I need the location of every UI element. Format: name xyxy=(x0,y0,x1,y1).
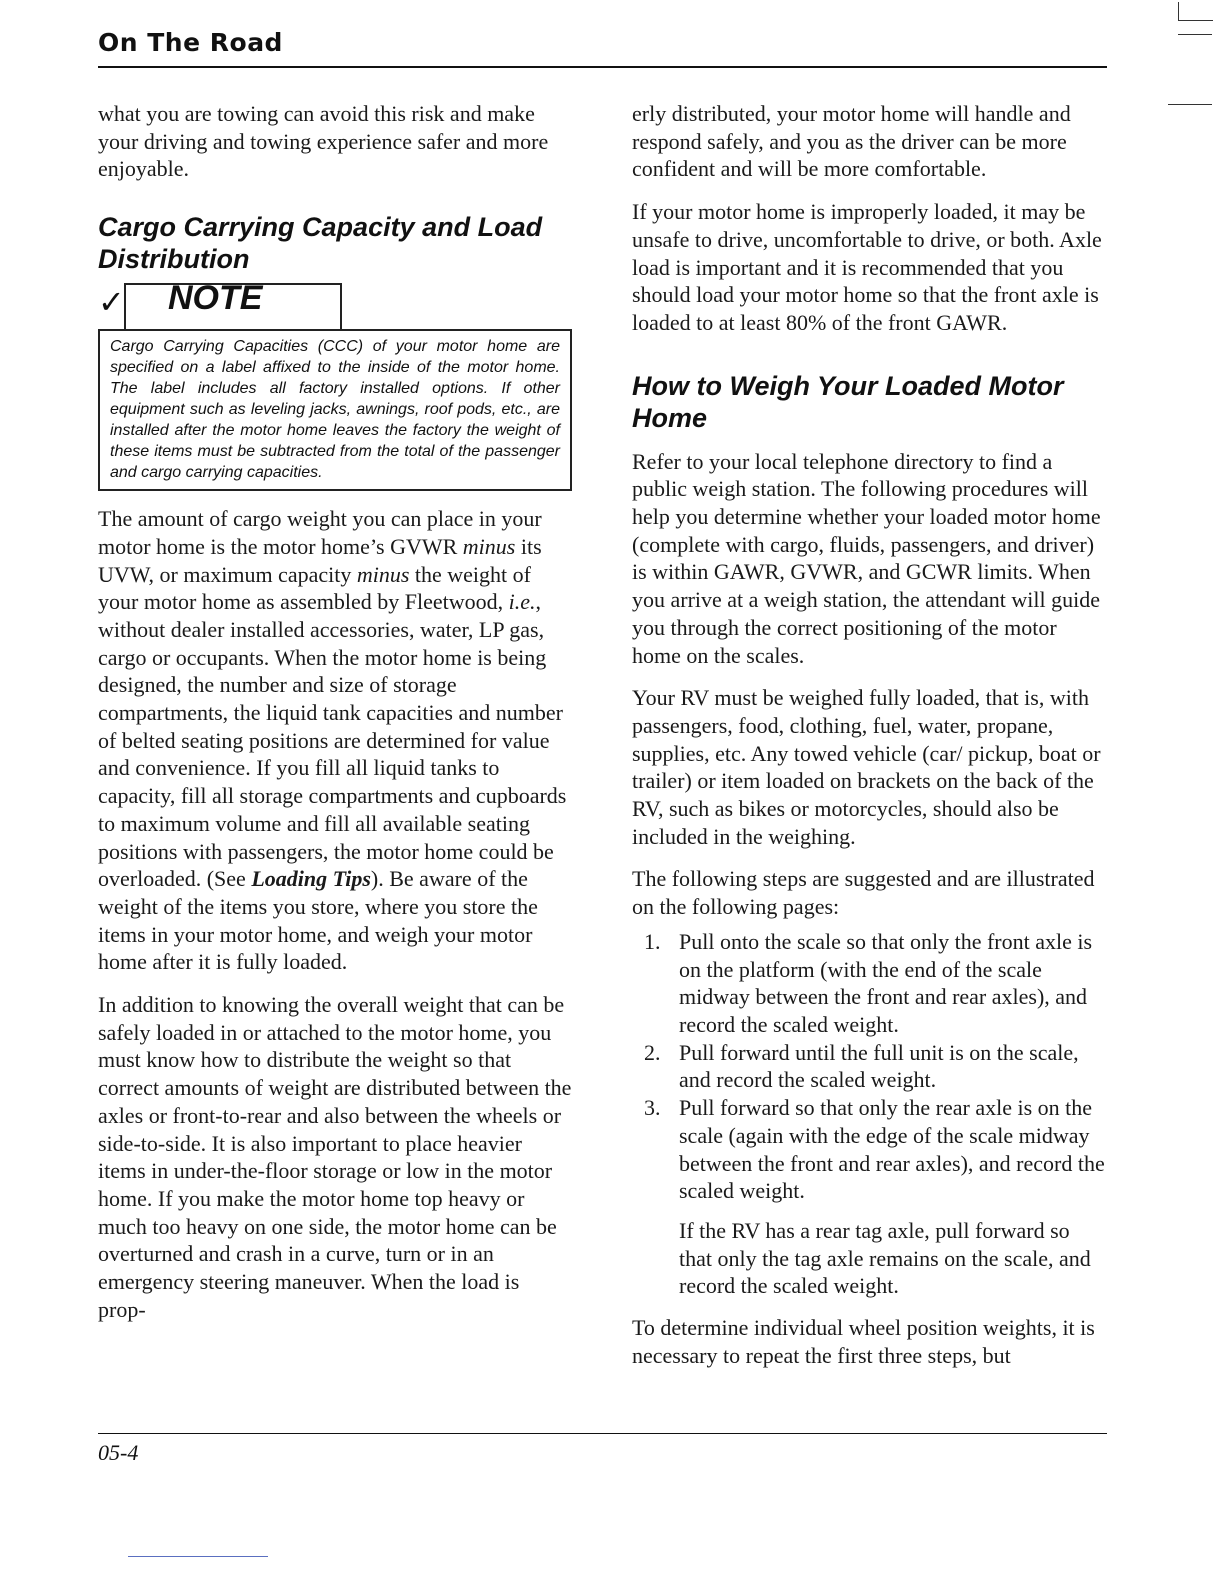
step-text: Pull forward until the full unit is on the scale, and record the scaled weight. xyxy=(679,1039,1079,1093)
text-run: ). Be aware of the weight of the items you store, where you store the items in your motor home, and weigh your motor home after it is fully loaded. xyxy=(98,866,538,975)
step-text: Pull forward so that only the rear axle is on the scale (again with the edge of the scale midway between the front and rear axles), and record the scaled weight. xyxy=(679,1095,1105,1204)
note-header xyxy=(98,279,572,333)
paragraph-handling: erly distributed, your motor home will handle and respond safely, and you as the driver can be more confident and will be more comfortable. xyxy=(632,101,1071,182)
paragraph-wheel-weights: To determine individual wheel position weights, it is necessary to repeat the first three steps, but xyxy=(632,1315,1095,1368)
header-rule xyxy=(98,66,1107,68)
loading-tips-link[interactable]: Loading Tips xyxy=(251,866,371,892)
paragraph-steps-intro: The following steps are suggested and are illustrated on the following pages: xyxy=(632,866,1095,920)
paragraph-weigh-station: Refer to your local telephone directory to find a public weigh station. The following procedures will help you determine whether your loaded motor home (complete with cargo, fluids, passengers, and driver) is within GAWR, GVWR, and GCWR limits. When you arrive at a weigh station, the attendant will guide you through the correct positioning of the motor home on the scales. xyxy=(632,448,1101,668)
step-text: Pull onto the scale so that only the front axle is on the platform (with the end of the scale midway between the front and rear axles), and record the scaled weight. xyxy=(679,928,1093,1037)
weight-distribution-paragraph: In addition to knowing the overall weight that can be safely loaded in or attached to the motor home, you must know how to distribute the weight so that correct amounts of weight are distributed between the axles or front-to-rear and also between the wheels or side-to-side. It is also important to place heavier items in under-the-floor storage or low in the motor home. If you make the motor home top heavy or much too heavy on one side, the motor home can be overturned and crash in a curve, turn or in an emergency steering maneuver. When the load is prop- xyxy=(98,992,572,1322)
page-header-title: On The Road xyxy=(98,28,283,57)
footer-rule xyxy=(98,1433,1107,1434)
corner-mark xyxy=(1178,34,1212,35)
checkmark-icon: ✓ xyxy=(98,283,125,322)
paragraph-fully-loaded: Your RV must be weighed fully loaded, that is, with passengers, food, clothing, fuel, water, propane, supplies, etc. Any towed vehicle (car/ pickup, boat or trailer) or item loaded on brackets on the back of the RV, such as bikes or motorcycles, should also be included in the weighing. xyxy=(632,685,1101,849)
emphasis-ie: i.e. xyxy=(508,589,536,615)
section-heading-weigh: How to Weigh Your Loaded Motor Home xyxy=(632,370,1064,433)
weighing-steps-list xyxy=(632,928,1107,1205)
list-item xyxy=(632,1094,1107,1205)
section-heading-cargo-capacity: Cargo Carrying Capacity and Load Distribution xyxy=(98,212,543,275)
emphasis-minus: minus xyxy=(462,533,516,559)
tag-axle-note: If the RV has a rear tag axle, pull forward so that only the tag axle remains on the scale, and record the scaled weight. xyxy=(679,1217,1091,1299)
page-number: 05-4 xyxy=(98,1440,139,1465)
text-run: the weight of your motor home as assembled by Fleetwood, xyxy=(98,561,531,615)
right-column xyxy=(632,100,1107,1384)
corner-mark xyxy=(1168,104,1212,105)
text-run: , without dealer installed accessories, water, LP gas, cargo or occupants. When the motor home is being designed, the number and size of storage compartments, the liquid tank capacities and number of belted seating positions are determined for value and convenience. If you fill all liquid tanks to capacity, fill all storage compartments and cupboards to maximum volume and fill all available seating positions with passengers, the motor home could be overloaded. (See xyxy=(98,589,567,892)
intro-paragraph: what you are towing can avoid this risk and make your driving and towing experience safer and more enjoyable. xyxy=(98,101,549,182)
note-label: NOTE xyxy=(168,279,263,318)
text-run: its UVW, or maximum capacity xyxy=(98,533,542,587)
cargo-weight-paragraph xyxy=(98,505,572,976)
left-column xyxy=(98,100,572,1339)
step-number: 3. xyxy=(644,1095,661,1121)
list-item xyxy=(632,928,1107,1039)
list-item xyxy=(632,1039,1107,1094)
text-run: The amount of cargo weight you can place in your motor home is the motor home’s GVWR xyxy=(98,506,542,559)
note-box: Cargo Carrying Capacities (CCC) of your motor home are specified on a label affixed to the inside of the motor home. The label includes all factory installed options. If other equipment such as leveling jacks, awnings, roof pods, etc., are installed after the motor home leaves the factory the weight of these items must be subtracted from the total of the passenger and cargo carrying capacities. xyxy=(98,329,572,491)
bottom-mark xyxy=(128,1556,268,1557)
corner-mark xyxy=(1178,2,1213,21)
step-number: 1. xyxy=(644,928,661,954)
paragraph-improper-load: If your motor home is improperly loaded, it may be unsafe to drive, uncomfortable to drive, or both. Axle load is important and it is recommended that you should load your motor home so that the front axle is loaded to at least 80% of the front GAWR. xyxy=(632,199,1102,335)
emphasis-minus: minus xyxy=(356,561,410,587)
step-number: 2. xyxy=(644,1039,661,1065)
